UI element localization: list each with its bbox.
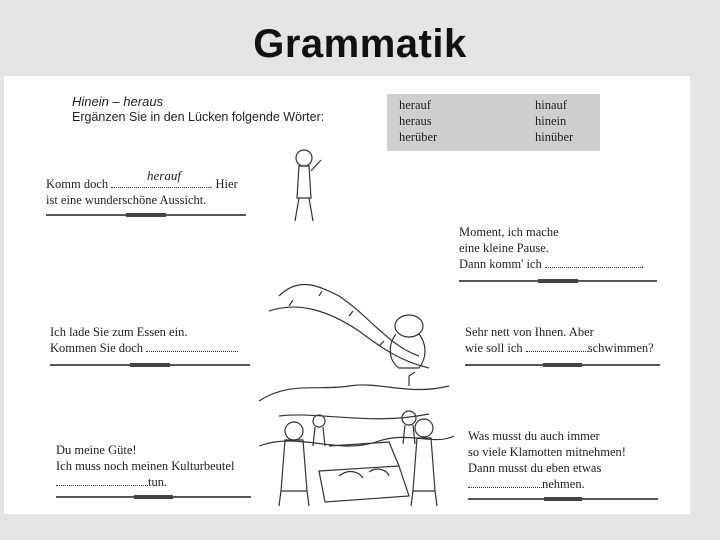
bubble-6-underline [468, 498, 658, 500]
slide-title: Grammatik [253, 22, 467, 66]
bubble-1-line-2: ist eine wunderschöne Aussicht. [46, 193, 207, 207]
word-box [387, 94, 600, 151]
bubble-3-underline [50, 364, 250, 366]
bubble-5-underline [56, 496, 251, 498]
blank-6[interactable] [468, 476, 542, 488]
bubble-6-text-post: nehmen. [542, 477, 585, 491]
word-heraus: heraus [399, 114, 432, 128]
bubble-1-line-1 [46, 176, 238, 192]
bubble-6-line-4 [468, 476, 585, 492]
bubble-2-text-post: . [640, 257, 645, 271]
bubble-2-line-1: Moment, ich mache [459, 225, 559, 239]
word-hinein: hinein [535, 114, 567, 128]
bubble-2-line-2: eine kleine Pause. [459, 241, 549, 255]
bubble-1-text-pre: Komm doch [46, 177, 109, 191]
bubble-4-underline [465, 364, 660, 366]
bubble-6-line-2: so viele Klamotten mitnehmen! [468, 445, 626, 459]
exercise-heading: Hinein – heraus [72, 94, 164, 109]
word-herauf: herauf [399, 98, 431, 112]
bubble-5-text-post: tun. [148, 475, 168, 489]
bubble-6-line-3: Dann musst du eben etwas [468, 461, 602, 475]
bubble-1-text-post: . Hier [209, 177, 238, 191]
bubble-4-text-post: schwimmen? [587, 341, 654, 355]
worksheet [4, 76, 690, 514]
bubble-2-line-3 [459, 256, 644, 272]
bubble-2-text-pre: Dann komm' ich [459, 257, 542, 271]
blank-5[interactable] [56, 474, 148, 486]
bubble-3-text-pre: Kommen Sie doch [50, 341, 144, 355]
bubble-5-line-1: Du meine Güte! [56, 443, 137, 457]
cartoon-illustration [259, 146, 459, 506]
word-hinauf: hinauf [535, 98, 567, 112]
bubble-2-underline [459, 280, 657, 282]
hill-scene-drawing [269, 150, 429, 368]
bubble-6-line-1: Was musst du auch immer [468, 429, 600, 443]
blank-3[interactable] [146, 340, 238, 352]
blank-2[interactable] [545, 256, 641, 268]
bubble-5-line-2: Ich muss noch meinen Kulturbeutel [56, 459, 235, 473]
bubble-3-line-1: Ich lade Sie zum Essen ein. [50, 325, 188, 339]
bubble-5-line-3 [56, 474, 167, 490]
bubble-4-line-2 [465, 340, 654, 356]
bubble-1-underline [46, 214, 246, 216]
bubble-3-line-2 [50, 340, 238, 356]
river-scene-drawing [259, 372, 454, 446]
bubble-4-text-pre: wie soll ich [465, 341, 523, 355]
word-herueber: herüber [399, 130, 438, 144]
bubble-4-line-1: Sehr nett von Ihnen. Aber [465, 325, 594, 339]
word-hinueber: hinüber [535, 130, 574, 144]
handwritten-answer: herauf [147, 168, 181, 183]
blank-4[interactable] [526, 340, 588, 352]
exercise-instruction: Ergänzen Sie in den Lücken folgende Wörter: [72, 110, 325, 124]
